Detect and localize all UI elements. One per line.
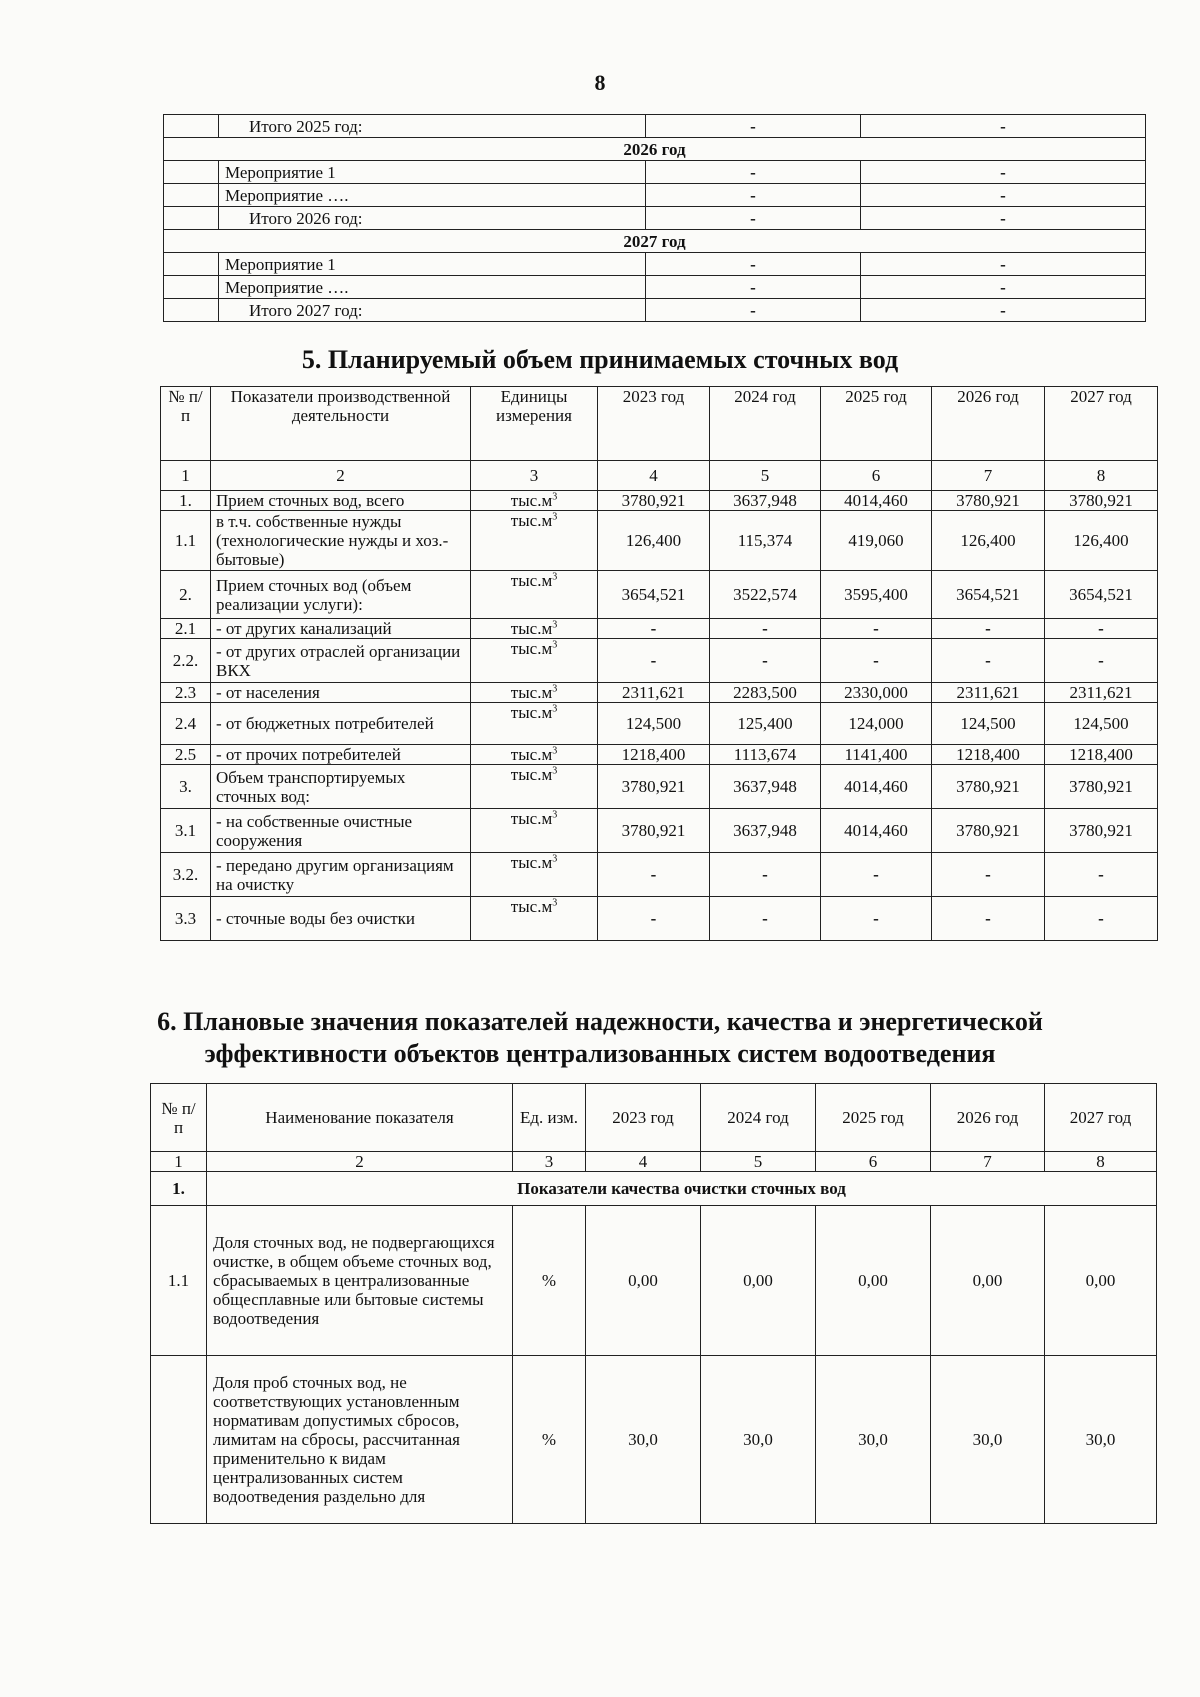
value-cell: 4014,460 [821,765,932,809]
unit-label: тыс.м [510,809,553,828]
section-6-title [0,1006,1200,1070]
value-cell: - [598,897,710,941]
value-cell: 0,00 [1045,1206,1157,1356]
table-row [161,765,1158,809]
table-cell: - [861,207,1146,230]
value-cell: 30,0 [931,1356,1045,1524]
row-number: 3. [161,765,211,809]
total-label: Итого 2027 год: [219,299,646,322]
unit-label: тыс.м [510,511,553,530]
value-cell: 2311,621 [598,683,710,703]
value-cell: - [710,619,821,639]
table-row [161,571,1158,619]
unit-cell [471,639,598,683]
table-row [164,299,1146,322]
value-cell: 30,0 [816,1356,931,1524]
value-cell: 3654,521 [932,571,1045,619]
row-number: 1. [161,491,211,511]
row-number: 3.2. [161,853,211,897]
value-cell: - [821,897,932,941]
table-cell: - [646,207,861,230]
unit-cell [471,745,598,765]
value-cell: 0,00 [816,1206,931,1356]
value-cell: 0,00 [701,1206,816,1356]
unit-exponent: 3 [552,571,558,583]
column-header: Наименование показателя [207,1084,513,1152]
unit-label: тыс.м [510,571,553,590]
table-cell: - [861,184,1146,207]
column-header: 2023 год [598,387,710,461]
value-cell: - [821,619,932,639]
table-row [161,703,1158,745]
unit-exponent: 3 [552,683,558,695]
table-row [161,511,1158,571]
indicator-name: Объем транспортируемых сточных вод: [211,765,471,809]
column-number-row [161,461,1158,491]
item-label: Мероприятие …. [219,184,646,207]
value-cell: - [710,639,821,683]
table-row [164,230,1146,253]
row-number: 2.5 [161,745,211,765]
column-header: 2025 год [821,387,932,461]
measures-table [163,114,1146,322]
value-cell: - [821,853,932,897]
column-number: 6 [816,1152,931,1172]
unit-exponent: 3 [552,765,558,777]
value-cell: 3637,948 [710,809,821,853]
column-number: 1 [161,461,211,491]
table-row [161,745,1158,765]
row-number: 2.2. [161,639,211,683]
value-cell: 3522,574 [710,571,821,619]
row-number: 3.1 [161,809,211,853]
value-cell: 3780,921 [932,491,1045,511]
year-header: 2026 год [164,138,1146,161]
value-cell: 419,060 [821,511,932,571]
indicator-name: - передано другим организациям на очистку [211,853,471,897]
value-cell: - [821,639,932,683]
value-cell: 3654,521 [598,571,710,619]
column-number: 7 [931,1152,1045,1172]
value-cell: 2283,500 [710,683,821,703]
unit-exponent: 3 [552,491,558,503]
column-header: 2024 год [701,1084,816,1152]
group-label: Показатели качества очистки сточных вод [207,1172,1157,1206]
value-cell: 115,374 [710,511,821,571]
row-number: 1.1 [161,511,211,571]
unit-exponent: 3 [552,897,558,909]
unit-label: тыс.м [510,491,553,510]
table-cell: - [646,184,861,207]
column-number: 3 [513,1152,586,1172]
column-header: Ед. изм. [513,1084,586,1152]
value-cell: - [932,619,1045,639]
value-cell: 0,00 [586,1206,701,1356]
total-label: Итого 2025 год: [219,115,646,138]
section-6-title-line1: 6. Плановые значения показателей надежности, качества и энергетической [157,1007,1043,1036]
column-number: 4 [598,461,710,491]
indicator-name: - от других канализаций [211,619,471,639]
column-number: 2 [211,461,471,491]
row-number: 2.4 [161,703,211,745]
table-row [151,1206,1157,1356]
table-cell: - [646,115,861,138]
unit-cell [471,897,598,941]
column-header: 2027 год [1045,387,1158,461]
value-cell: - [1045,853,1158,897]
column-number: 5 [701,1152,816,1172]
table-row [161,853,1158,897]
value-cell: 30,0 [586,1356,701,1524]
year-header: 2027 год [164,230,1146,253]
table-cell: - [646,253,861,276]
unit-cell [471,853,598,897]
table-row [151,1356,1157,1524]
column-number: 6 [821,461,932,491]
table-row [161,809,1158,853]
item-label: Мероприятие 1 [219,253,646,276]
value-cell: 3595,400 [821,571,932,619]
column-number: 4 [586,1152,701,1172]
section-6-title-line2: эффективности объектов централизованных систем водоотведения [204,1039,996,1068]
value-cell: - [598,853,710,897]
value-cell: 1218,400 [932,745,1045,765]
table-row [164,253,1146,276]
item-label: Мероприятие 1 [219,161,646,184]
unit-exponent: 3 [552,619,558,631]
indicators-table [150,1083,1157,1524]
value-cell: - [932,853,1045,897]
table-cell: - [646,276,861,299]
table-row [164,115,1146,138]
value-cell: 1141,400 [821,745,932,765]
value-cell: 4014,460 [821,491,932,511]
unit-exponent: 3 [552,703,558,715]
page-number: 8 [594,70,606,95]
value-cell: 3637,948 [710,491,821,511]
indicator-name: Доля проб сточных вод, не соответствующих установленным нормативам допустимых сбросов, лимитам на сбросы, рассчитанная применительно к видам централизованных систем водоотведения раздельно для [207,1356,513,1524]
indicator-name: - от бюджетных потребителей [211,703,471,745]
unit-label: тыс.м [510,853,553,872]
table-cell: - [646,161,861,184]
unit-exponent: 3 [552,511,558,523]
table-header-row [151,1084,1157,1152]
column-header: 2023 год [586,1084,701,1152]
item-label: Мероприятие …. [219,276,646,299]
column-header: Единицы измерения [471,387,598,461]
value-cell: 126,400 [932,511,1045,571]
indicator-name: - сточные воды без очистки [211,897,471,941]
section-5-title: 5. Планируемый объем принимаемых сточных вод [301,345,899,374]
column-number: 2 [207,1152,513,1172]
total-label: Итого 2026 год: [219,207,646,230]
unit-exponent: 3 [552,853,558,865]
indicator-name: - на собственные очистные сооружения [211,809,471,853]
unit-cell [471,683,598,703]
table-row [164,184,1146,207]
column-number: 7 [932,461,1045,491]
value-cell: - [598,639,710,683]
value-cell: 124,500 [932,703,1045,745]
column-header: 2026 год [931,1084,1045,1152]
value-cell: 2330,000 [821,683,932,703]
unit-cell [471,809,598,853]
indicator-name: - от населения [211,683,471,703]
value-cell: - [1045,619,1158,639]
table-row [164,276,1146,299]
unit-label: тыс.м [510,703,553,722]
indicator-name: Доля сточных вод, не подвергающихся очистке, в общем объеме сточных вод, сбрасываемых в централизованные общесплавные или бытовые системы водоотведения [207,1206,513,1356]
value-cell: 1218,400 [1045,745,1158,765]
unit-label: тыс.м [510,745,553,764]
indicator-name: в т.ч. собственные нужды (технологические нужды и хоз.-бытовые) [211,511,471,571]
value-cell: 124,500 [1045,703,1158,745]
group-row [151,1172,1157,1206]
unit-label: тыс.м [510,897,553,916]
table-row [161,683,1158,703]
value-cell: 3780,921 [1045,491,1158,511]
column-number: 8 [1045,461,1158,491]
column-number-row [151,1152,1157,1172]
unit-label: тыс.м [510,683,553,702]
column-number: 8 [1045,1152,1157,1172]
table-row [164,207,1146,230]
group-number: 1. [151,1172,207,1206]
value-cell: - [932,639,1045,683]
unit-cell [471,571,598,619]
unit-cell [471,491,598,511]
wastewater-volume-table [160,386,1158,941]
column-header: Показатели производственной деятельности [211,387,471,461]
column-number: 3 [471,461,598,491]
row-number [151,1356,207,1524]
row-number: 2.3 [161,683,211,703]
value-cell: 3780,921 [932,809,1045,853]
unit-cell [471,511,598,571]
table-cell: - [861,253,1146,276]
value-cell: 125,400 [710,703,821,745]
value-cell: 3780,921 [598,809,710,853]
unit-cell: % [513,1206,586,1356]
value-cell: 2311,621 [932,683,1045,703]
value-cell: - [710,853,821,897]
table-row [161,897,1158,941]
unit-label: тыс.м [510,639,553,658]
value-cell: - [932,897,1045,941]
row-number: 2.1 [161,619,211,639]
row-number: 3.3 [161,897,211,941]
value-cell: - [598,619,710,639]
value-cell: 3654,521 [1045,571,1158,619]
column-header: 2027 год [1045,1084,1157,1152]
indicator-name: Прием сточных вод (объем реализации услуги): [211,571,471,619]
unit-cell [471,703,598,745]
table-cell: - [646,299,861,322]
table-row [161,491,1158,511]
table-row [161,619,1158,639]
indicator-name: - от других отраслей организации ВКХ [211,639,471,683]
value-cell: 30,0 [701,1356,816,1524]
unit-label: тыс.м [510,765,553,784]
table-cell: - [861,276,1146,299]
table-row [164,138,1146,161]
column-header: 2024 год [710,387,821,461]
table-header-row [161,387,1158,461]
unit-cell: % [513,1356,586,1524]
unit-cell [471,765,598,809]
value-cell: - [1045,897,1158,941]
value-cell: - [1045,639,1158,683]
table-row [161,639,1158,683]
value-cell: - [710,897,821,941]
unit-exponent: 3 [552,745,558,757]
value-cell: 0,00 [931,1206,1045,1356]
row-number: 1.1 [151,1206,207,1356]
value-cell: 3780,921 [1045,765,1158,809]
value-cell: 126,400 [598,511,710,571]
value-cell: 3780,921 [598,765,710,809]
value-cell: 124,000 [821,703,932,745]
value-cell: 3780,921 [1045,809,1158,853]
value-cell: 3637,948 [710,765,821,809]
row-number: 2. [161,571,211,619]
unit-exponent: 3 [552,809,558,821]
value-cell: 3780,921 [598,491,710,511]
indicator-name: Прием сточных вод, всего [211,491,471,511]
value-cell: 30,0 [1045,1356,1157,1524]
table-cell: - [861,299,1146,322]
table-cell: - [861,115,1146,138]
value-cell: 1218,400 [598,745,710,765]
value-cell: 4014,460 [821,809,932,853]
unit-exponent: 3 [552,639,558,651]
value-cell: 2311,621 [1045,683,1158,703]
column-header: 2026 год [932,387,1045,461]
unit-cell [471,619,598,639]
column-number: 5 [710,461,821,491]
column-header: № п/п [161,387,211,461]
unit-label: тыс.м [510,619,553,638]
value-cell: 124,500 [598,703,710,745]
column-number: 1 [151,1152,207,1172]
column-header: 2025 год [816,1084,931,1152]
column-header: № п/п [151,1084,207,1152]
value-cell: 126,400 [1045,511,1158,571]
indicator-name: - от прочих потребителей [211,745,471,765]
value-cell: 3780,921 [932,765,1045,809]
table-row [164,161,1146,184]
value-cell: 1113,674 [710,745,821,765]
table-cell: - [861,161,1146,184]
